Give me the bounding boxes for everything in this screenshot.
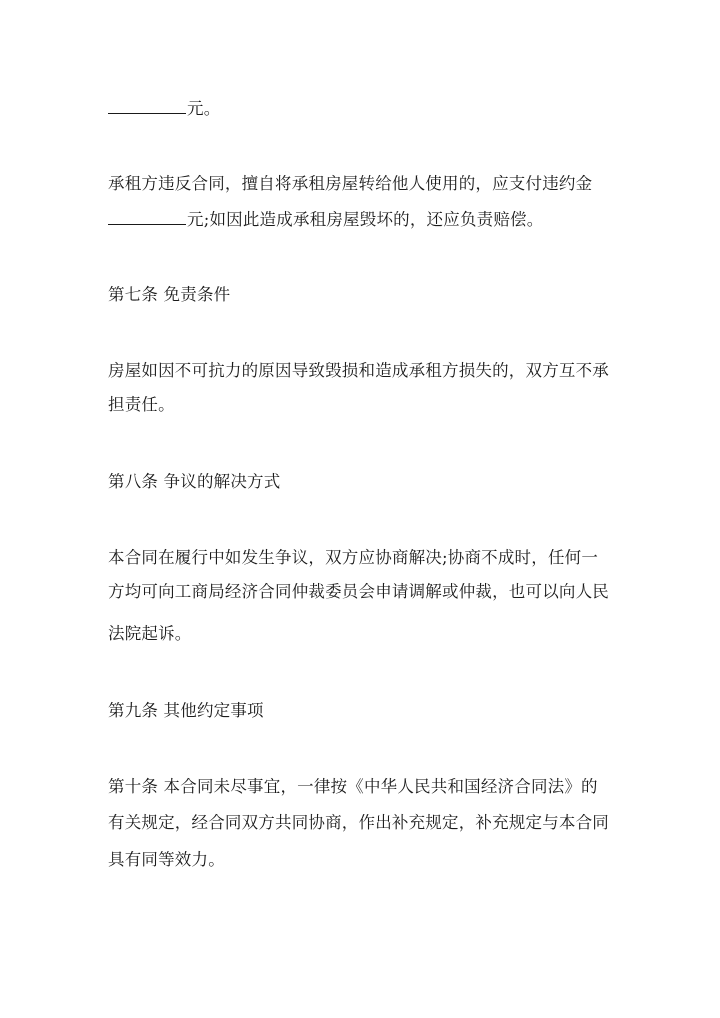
- amount-line: [108, 99, 628, 118]
- exemption-clause-line-2: 担责任。: [108, 395, 175, 414]
- article-10-line-3: 具有同等效力。: [108, 850, 225, 869]
- article-9-heading: 第九条 其他约定事项: [108, 701, 264, 720]
- dispute-clause-line-3: 法院起诉。: [108, 624, 192, 643]
- dispute-clause-line-2: 方均可向工商局经济合同仲裁委员会申请调解或仲裁，也可以向人民: [108, 582, 609, 601]
- article-10-line-1: 第十条 本合同未尽事宜，一律按《中华人民共和国经济合同法》的: [108, 777, 598, 796]
- breach-clause-line-2: [108, 210, 628, 229]
- dispute-clause-line-1: 本合同在履行中如发生争议，双方应协商解决;协商不成时，任何一: [108, 548, 599, 567]
- article-7-heading: 第七条 免责条件: [108, 285, 231, 304]
- amount-blank: [108, 99, 186, 114]
- article-8-heading: 第八条 争议的解决方式: [108, 472, 281, 491]
- breach-clause-line-1: 承租方违反合同，擅自将承租房屋转给他人使用的，应支付违约金: [108, 174, 593, 193]
- amount-suffix: 元。: [187, 99, 221, 118]
- article-10-line-2: 有关规定，经合同双方共同协商，作出补充规定，补充规定与本合同: [108, 813, 609, 832]
- breach-clause-line-2-text: 元;如因此造成承租房屋毁坏的，还应负责赔偿。: [187, 210, 544, 229]
- penalty-blank: [108, 210, 186, 225]
- exemption-clause-line-1: 房屋如因不可抗力的原因导致毁损和造成承租方损失的，双方互不承: [108, 361, 609, 380]
